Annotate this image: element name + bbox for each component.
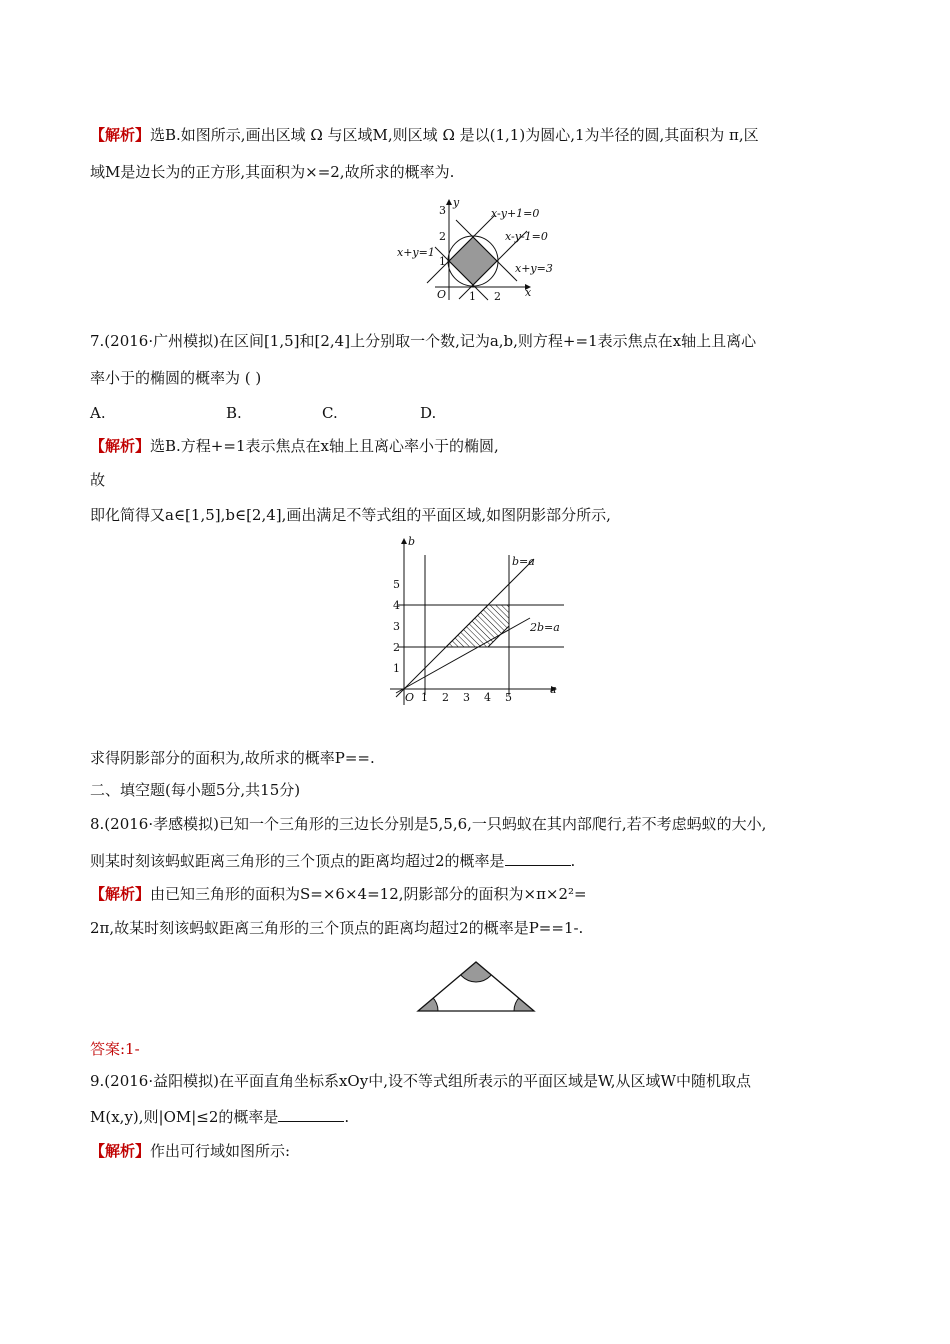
solution-tag: 【解析】 xyxy=(90,126,151,144)
q8-sol-text-1: 由已知三角形的面积为S=×6×4=12,阴影部分的面积为×π×2²= xyxy=(150,885,587,903)
figure-ab-region xyxy=(380,535,580,710)
fig1-label-l4: x+y=3 xyxy=(515,262,553,275)
fig2-a-label: a xyxy=(550,683,557,696)
p6-line-2: 域M是边长为的正方形,其面积为×=2,故所求的概率为. xyxy=(90,163,455,181)
q7-options xyxy=(90,403,436,423)
solution-tag: 【解析】 xyxy=(90,1142,151,1160)
q7-solution-3: 即化简得又a∈[1,5],b∈[2,4],画出满足不等式组的平面区域,如图阴影部分所示, xyxy=(90,506,611,524)
fig2-tick-a3: 3 xyxy=(463,691,470,704)
q7-result: 求得阴影部分的面积为,故所求的概率P==. xyxy=(90,749,375,767)
q7-sol-text-1: 选B.方程+=1表示焦点在x轴上且离心率小于的椭圆, xyxy=(150,437,499,455)
fig1-x-label: x xyxy=(525,286,532,299)
q8-text-2: 则某时刻该蚂蚁距离三角形的三个顶点的距离均超过2的概率是 xyxy=(90,852,505,870)
fig2-line-2b-eq-a xyxy=(396,618,530,693)
fig1-origin: O xyxy=(437,288,447,301)
fig2-tick-a5: 5 xyxy=(505,691,512,704)
q9-answer-blank xyxy=(278,1107,344,1122)
fig1-label-l3: x+y=1 xyxy=(397,246,435,259)
q7-solution-1 xyxy=(90,436,499,456)
solution-tag: 【解析】 xyxy=(90,885,151,903)
q7-solution-2: 故 xyxy=(90,471,106,489)
q7-line-2: 率小于的椭圆的概率为 ( ) xyxy=(90,369,262,387)
fig1-tick-x1: 1 xyxy=(469,290,476,303)
fig2-tick-b1: 1 xyxy=(393,662,400,675)
q8-answer-blank xyxy=(505,851,571,866)
fig1-square xyxy=(449,237,497,285)
figure-triangle xyxy=(415,958,537,1014)
fig2-tick-b5: 5 xyxy=(393,578,400,591)
q8-line-1: 8.(2016·孝感模拟)已知一个三角形的三边长分别是5,5,6,一只蚂蚁在其内部爬行,若不考虑蚂蚁的大小, xyxy=(90,815,767,833)
fig1-y-label: y xyxy=(453,196,460,209)
fig2-tick-b2: 2 xyxy=(393,641,400,654)
fig2-tick-b3: 3 xyxy=(393,620,400,633)
q7-line-1: 7.(2016·广州模拟)在区间[1,5]和[2,4]上分别取一个数,记为a,b,则方程+=1表示焦点在x轴上且离心 xyxy=(90,332,757,350)
q9-line-2 xyxy=(90,1107,349,1127)
q8-answer: 答案:1- xyxy=(90,1040,140,1058)
fig1-tick-x2: 2 xyxy=(494,290,501,303)
q9-sol-text: 作出可行域如图所示: xyxy=(150,1142,291,1160)
fig2-label-b-eq-a: b=a xyxy=(512,555,535,568)
section-heading: 二、填空题(每小题5分,共15分) xyxy=(90,781,301,799)
p6-text-1: 选B.如图所示,画出区域 Ω 与区域M,则区域 Ω 是以(1,1)为圆心,1为半径的圆,其面积为 π,区 xyxy=(150,126,759,144)
fig1-tick-y1: 1 xyxy=(439,255,446,268)
figure-circle-square xyxy=(395,196,565,306)
q8-solution-2: 2π,故某时刻该蚂蚁距离三角形的三个顶点的距离均超过2的概率是P==1-. xyxy=(90,919,584,937)
q8-line-2 xyxy=(90,851,575,871)
fig2-shaded-region xyxy=(446,605,509,647)
q7-option-b: B. xyxy=(226,404,242,422)
fig1-tick-y3: 3 xyxy=(439,204,446,217)
p6-line-1 xyxy=(90,125,759,145)
q7-option-d: D. xyxy=(420,404,437,422)
fig2-label-2b-eq-a: 2b=a xyxy=(530,621,560,634)
solution-tag: 【解析】 xyxy=(90,437,151,455)
fig1-tick-y2: 2 xyxy=(439,230,446,243)
q9-solution xyxy=(90,1141,290,1161)
fig2-tick-a1: 1 xyxy=(421,691,428,704)
q7-option-a: A. xyxy=(90,404,106,422)
fig2-tick-a2: 2 xyxy=(442,691,449,704)
q8-text-2-end: . xyxy=(570,852,576,870)
q7-option-c: C. xyxy=(322,404,338,422)
q9-line-1: 9.(2016·益阳模拟)在平面直角坐标系xOy中,设不等式组所表示的平面区域是W,从区域W中随机取点 xyxy=(90,1072,751,1090)
fig2-origin: O xyxy=(405,691,415,704)
fig2-b-label: b xyxy=(408,535,416,548)
q8-solution-1 xyxy=(90,884,587,904)
fig2-tick-a4: 4 xyxy=(484,691,491,704)
q9-text-2: M(x,y),则|OM|≤2的概率是 xyxy=(90,1108,279,1126)
fig1-label-l1: x-y+1=0 xyxy=(491,207,540,220)
fig2-tick-b4: 4 xyxy=(393,599,400,612)
fig1-label-l2: x-y-1=0 xyxy=(505,230,548,243)
q9-text-2-end: . xyxy=(344,1108,350,1126)
